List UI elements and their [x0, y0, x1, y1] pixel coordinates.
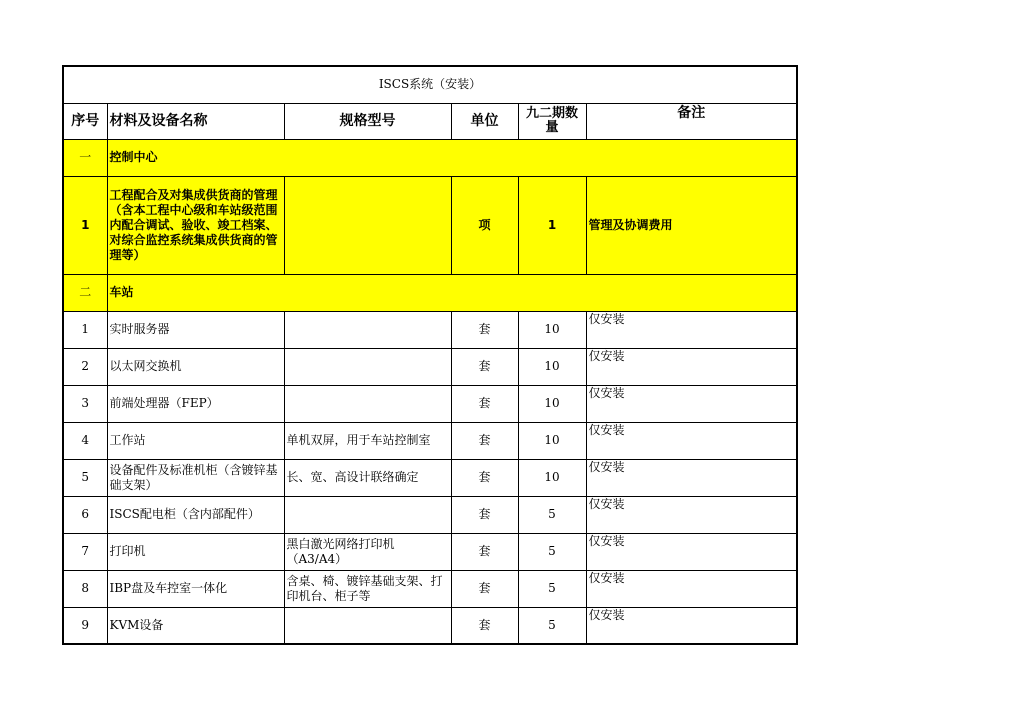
cell-qty: 5	[518, 496, 586, 533]
cell-spec: 长、宽、高设计联络确定	[284, 459, 451, 496]
table-title: ISCS系统（安装）	[63, 66, 797, 103]
table-row	[63, 311, 797, 348]
cell-note: 仅安装	[586, 459, 797, 496]
header-note: 备注	[586, 103, 797, 139]
section-row-control-center	[63, 139, 797, 176]
cell-spec	[284, 496, 451, 533]
cell-spec	[284, 385, 451, 422]
header-name: 材料及设备名称	[107, 103, 284, 139]
cell-name: ISCS配电柜（含内部配件）	[107, 496, 284, 533]
cell-seq: 6	[63, 496, 107, 533]
table-row	[63, 385, 797, 422]
cell-seq: 5	[63, 459, 107, 496]
cell-unit: 套	[451, 348, 518, 385]
cell-unit: 套	[451, 422, 518, 459]
cell-unit: 套	[451, 385, 518, 422]
table-row	[63, 176, 797, 274]
title-row	[63, 66, 797, 103]
cell-name: KVM设备	[107, 607, 284, 644]
cell-unit: 套	[451, 533, 518, 570]
cell-note: 仅安装	[586, 385, 797, 422]
cell-spec: 黑白激光网络打印机（A3/A4）	[284, 533, 451, 570]
cell-spec	[284, 311, 451, 348]
cell-note: 仅安装	[586, 570, 797, 607]
cell-unit: 套	[451, 311, 518, 348]
cell-spec	[284, 176, 451, 274]
cell-note: 仅安装	[586, 311, 797, 348]
section-no: 二	[63, 274, 107, 311]
cell-name: 设备配件及标准机柜（含镀锌基础支架）	[107, 459, 284, 496]
cell-note: 仅安装	[586, 607, 797, 644]
cell-qty: 5	[518, 533, 586, 570]
cell-spec: 含桌、椅、镀锌基础支架、打印机台、柜子等	[284, 570, 451, 607]
header-qty: 九二期数量	[518, 103, 586, 139]
header-unit: 单位	[451, 103, 518, 139]
cell-seq: 8	[63, 570, 107, 607]
cell-spec: 单机双屏，用于车站控制室	[284, 422, 451, 459]
section-no: 一	[63, 139, 107, 176]
section-name: 车站	[107, 274, 797, 311]
cell-spec	[284, 607, 451, 644]
cell-unit: 项	[451, 176, 518, 274]
cell-name: 以太网交换机	[107, 348, 284, 385]
cell-seq: 4	[63, 422, 107, 459]
table-row	[63, 570, 797, 607]
cell-note: 管理及协调费用	[586, 176, 797, 274]
table-row	[63, 496, 797, 533]
table-row	[63, 607, 797, 644]
table-row	[63, 348, 797, 385]
cell-seq: 3	[63, 385, 107, 422]
cell-note: 仅安装	[586, 496, 797, 533]
cell-name: 工作站	[107, 422, 284, 459]
cell-unit: 套	[451, 459, 518, 496]
cell-unit: 套	[451, 570, 518, 607]
table-row	[63, 422, 797, 459]
cell-name: IBP盘及车控室一体化	[107, 570, 284, 607]
header-row	[63, 103, 797, 139]
cell-name: 实时服务器	[107, 311, 284, 348]
table-row	[63, 533, 797, 570]
section-row-station	[63, 274, 797, 311]
cell-unit: 套	[451, 496, 518, 533]
header-seq: 序号	[63, 103, 107, 139]
cell-seq: 1	[63, 311, 107, 348]
cell-qty: 10	[518, 459, 586, 496]
cell-seq: 9	[63, 607, 107, 644]
cell-qty: 10	[518, 385, 586, 422]
cell-name: 前端处理器（FEP）	[107, 385, 284, 422]
cell-note: 仅安装	[586, 348, 797, 385]
cell-name: 工程配合及对集成供货商的管理（含本工程中心级和车站级范围内配合调试、验收、竣工档案、对综合监控系统集成供货商的管理等）	[107, 176, 284, 274]
cell-qty: 5	[518, 570, 586, 607]
cell-spec	[284, 348, 451, 385]
cell-seq: 7	[63, 533, 107, 570]
cell-qty: 1	[518, 176, 586, 274]
cell-name: 打印机	[107, 533, 284, 570]
cell-qty: 10	[518, 348, 586, 385]
cell-qty: 10	[518, 311, 586, 348]
cell-qty: 5	[518, 607, 586, 644]
cell-note: 仅安装	[586, 533, 797, 570]
header-spec: 规格型号	[284, 103, 451, 139]
cell-unit: 套	[451, 607, 518, 644]
cell-qty: 10	[518, 422, 586, 459]
section-name: 控制中心	[107, 139, 797, 176]
cell-seq: 1	[63, 176, 107, 274]
cell-seq: 2	[63, 348, 107, 385]
iscs-install-table	[62, 65, 798, 645]
table-row	[63, 459, 797, 496]
cell-note: 仅安装	[586, 422, 797, 459]
